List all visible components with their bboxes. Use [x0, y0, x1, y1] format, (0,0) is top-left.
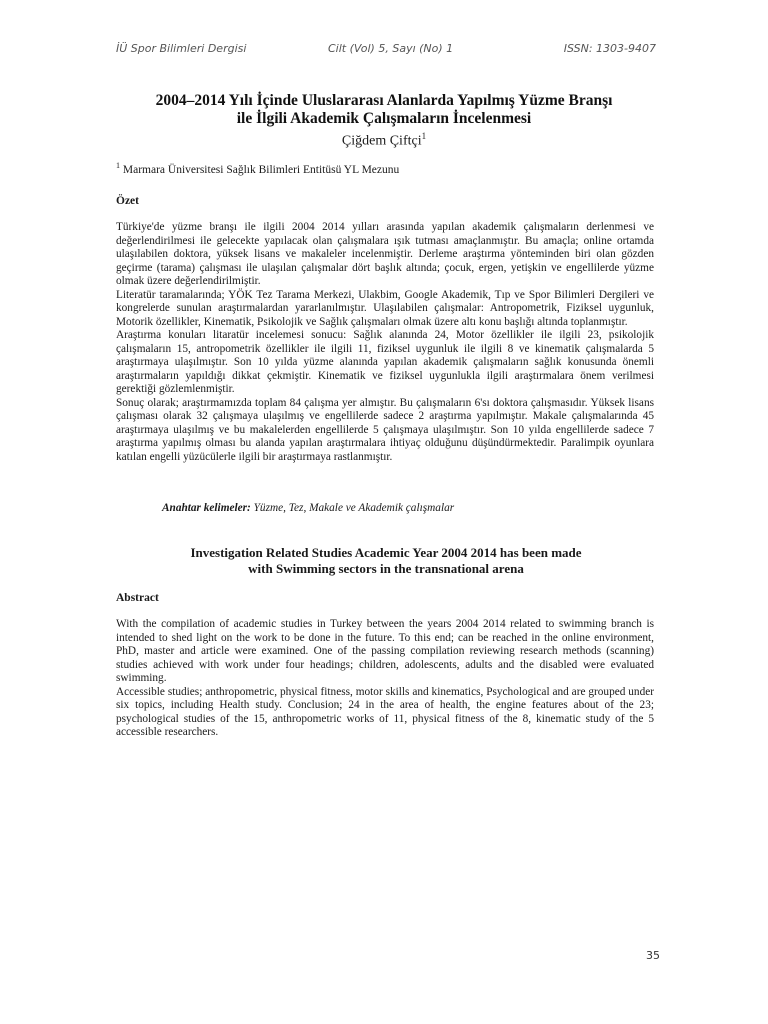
ozet-body — [116, 221, 654, 464]
ozet-heading: Özet — [116, 195, 139, 207]
ozet-paragraph: Türkiye'de yüzme branşı ile ilgili 2004 2014 yılları arasında yapılan akademik çalışmaların derlenmesi ve değerlendirilmesi ile gelecekte yapılacak olan çalışmalara ışık tutması amaçlanmıştır. Bu amaçla; online ortamda ulaşılabilen doktora, yüksek lisans ve makaleler incelenmiştir. Derleme araştırma yönteminden biri olan gözden geçirme (tarama) çalışması ile ulaşılan çalışmalar dört başlık altında; çocuk, ergen, yetişkin ve engellilerde yüzme olmak üzere değerlendirilmiştir. — [116, 221, 654, 287]
title-tr-line-1: 2004–2014 Yılı İçinde Uluslararası Alanlarda Yapılmış Yüzme Branşı — [155, 92, 613, 109]
abstract-paragraph: Accessible studies; anthropometric, physical fitness, motor skills and kinematics, Psychological and are grouped under six topics, including Health study. Conclusion; 24 in the area of health, the engine features about of the 23; psychological studies of the 15, anthropometric works of 11, physical fitness of the 8, kinematic study of the 5 accessible researchers. — [116, 685, 654, 738]
keywords-text: Yüzme, Tez, Makale ve Akademik çalışmalar — [250, 502, 455, 514]
affiliation-text: Marmara Üniversitesi Sağlık Bilimleri Entitüsü YL Mezunu — [120, 163, 400, 176]
title-en-line-2: with Swimming sectors in the transnational arena — [248, 561, 524, 576]
abstract-heading: Abstract — [116, 592, 159, 604]
article-title-turkish — [100, 92, 668, 128]
article-title-english — [116, 545, 656, 577]
author — [100, 128, 668, 150]
title-en-line-1: Investigation Related Studies Academic Year 2004 2014 has been made — [190, 545, 582, 560]
abstract-body — [116, 618, 654, 740]
keywords — [162, 501, 662, 515]
author-name: Çiğdem Çiftçi — [341, 133, 422, 149]
ozet-paragraph: Araştırma konuları litaratür incelemesi sonucu: Sağlık alanında 24, Motor özellikler ile ilgili 23, psikolojik çalışmaların 15, antropometrik özellikler ile ilgili 11, fiziksel uygunluk ile ilgili 8 ve kinematik çalışmalarda 5 araştırmaya ulaşılmıştır. Son 10 yılda yüzme alanında yapılan akademik çalışmaların sağlık konusunda önemli araştırmaların yapıldığı dikkat çekmiştir. Kinematik ve fiziksel uygunlukla ilgili araştırmalara önem verilmesi gerektiği gözlemlenmiştir. — [116, 329, 654, 395]
keywords-label: Anahtar kelimeler: — [162, 502, 251, 514]
abstract-paragraph: With the compilation of academic studies in Turkey between the years 2004 2014 related to swimming branch is intended to shed light on the work to be done in the future. To this end; can be reached in the online environment, PhD, master and article were examined. One of the passing compilation reviewing research methods (scanning) studies achieved with work under four headings; children, adolescents, adults and the disabled were evaluated swimming. — [116, 618, 654, 684]
journal-name: İÜ Spor Bilimleri Dergisi — [116, 42, 247, 55]
author-affiliation-marker: 1 — [421, 131, 427, 141]
affiliation-marker: 1 — [116, 161, 120, 170]
page-number: 35 — [646, 949, 660, 962]
ozet-paragraph: Literatür taramalarında; YÖK Tez Tarama Merkezi, Ulakbim, Google Akademik, Tıp ve Spor Bilimleri Dergileri ve kongrelerde sunulan araştırmalardan yararlanılmıştır. Ulaşılabilen çalışmalar: Antropometrik, Fiziksel uygunluk, Motorik özellikler, Kinematik, Psikolojik ve Sağlık çalışmaları olmak üzere altı konu başlığı altında toplanmıştır. — [116, 288, 654, 328]
ozet-paragraph: Sonuç olarak; araştırmamızda toplam 84 çalışma yer almıştır. Bu çalışmaların 6'sı doktora çalışmasıdır. Yüksek lisans çalışması olarak 32 çalışmaya ulaşılmış ve engellilerde sadece 2 araştırma yapılmıştır. Makale çalışmalarında 45 araştırmaya ulaşılmış ve bu makalelerden engellilerde 5 çalışmaya ulaşılmıştır. Son 10 yılda engellilerde sadece 7 araştırma yapılmış olması bu alanda yapılan araştırmalara ihtiyaç olduğunu düşündürmektedir. Paralimpik oyunlara katılan engelli yüzücülerle ilgili bir araştırmaya rastlanmıştır. — [116, 396, 654, 463]
running-header — [116, 42, 656, 60]
volume-issue: Cilt (Vol) 5, Sayı (No) 1 — [328, 42, 454, 55]
affiliation — [116, 159, 656, 177]
issn: ISSN: 1303-9407 — [563, 42, 656, 55]
title-tr-line-2: ile İlgili Akademik Çalışmaların İncelenmesi — [236, 110, 532, 127]
